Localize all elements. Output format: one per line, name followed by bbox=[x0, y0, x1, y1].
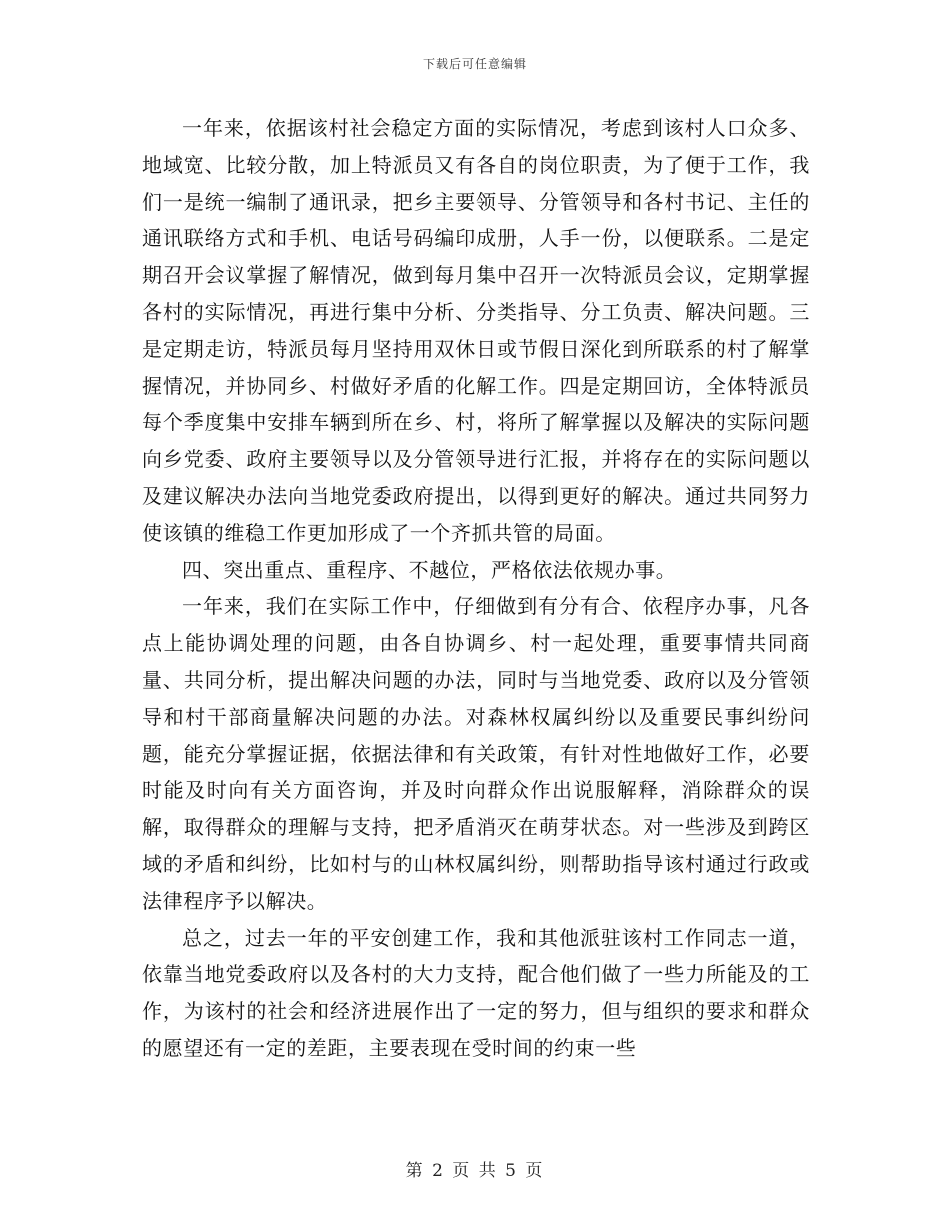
section-heading-four: 四、突出重点、重程序、不越位，严格依法依规办事。 bbox=[182, 557, 677, 582]
footer-page-word: 页 bbox=[452, 1161, 472, 1181]
page-footer bbox=[0, 1156, 950, 1181]
footer-current-page: 2 bbox=[432, 1161, 445, 1181]
header-note: 下载后可任意编辑 bbox=[422, 57, 527, 71]
footer-suffix: 页 bbox=[525, 1161, 545, 1181]
document-body bbox=[142, 110, 810, 1067]
paragraph-coordination: 一年来，依据该村社会稳定方面的实际情况，考虑到该村人口众多、地域宽、比较分散，加上特派员又有各自的岗位职责，为了便于工作，我们一是统一编制了通讯录，把乡主要领导、分管领导和各村书记、主任的通讯联络方式和手机、电话号码编印成册，人手一份，以便联系。二是定期召开会议掌握了解情况，做到每月集中召开一次特派员会议，定期掌握各村的实际情况，再进行集中分析、分类指导、分工负责、解决问题。三是定期走访，特派员每月坚持用双休日或节假日深化到所联系的村了解掌握情况，并协同乡、村做好矛盾的化解工作。四是定期回访，全体特派员每个季度集中安排车辆到所在乡、村，将所了解掌握以及解决的实际问题向乡党委、政府主要领导以及分管领导进行汇报，并将存在的实际问题以及建议解决办法向当地党委政府提出，以得到更好的解决。通过共同努力使该镇的维稳工作更加形成了一个齐抓共管的局面。 bbox=[142, 116, 810, 545]
paragraph-procedure: 一年来，我们在实际工作中，仔细做到有分有合、依程序办事，凡各点上能协调处理的问题，由各自协调乡、村一起处理，重要事情共同商量、共同分析，提出解决问题的办法，同时与当地党委、政府以及分管领导和村干部商量解决问题的办法。对森林权属纠纷以及重要民事纠纷问题，能充分掌握证据，依据法律和有关政策，有针对性地做好工作，必要时能及时向有关方面咨询，并及时向群众作出说服解释，消除群众的误解，取得群众的理解与支持，把矛盾消灭在萌芽状态。对一些涉及到跨区域的矛盾和纠纷，比如村与的山林权属纠纷，则帮助指导该村通过行政或法律程序予以解决。 bbox=[142, 594, 810, 913]
paragraph-summary: 总之，过去一年的平安创建工作，我和其他派驻该村工作同志一道，依靠当地党委政府以及各村的大力支持，配合他们做了一些力所能及的工作，为该村的社会和经济进展作出了一定的努力，但与组织的要求和群众的愿望还有一定的差距，主要表现在受时间的约束一些 bbox=[142, 925, 810, 1060]
footer-total-pages: 5 bbox=[505, 1161, 518, 1181]
footer-prefix: 第 bbox=[405, 1161, 425, 1181]
footer-total-word: 共 bbox=[478, 1161, 498, 1181]
